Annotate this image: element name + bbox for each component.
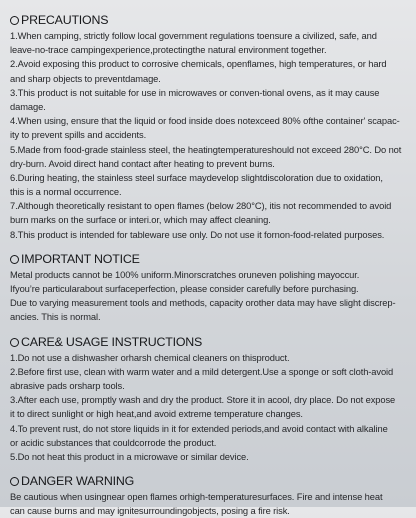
text-line: abrasive pads orsharp tools. — [10, 380, 125, 391]
text-line: 6.During heating, the stainless steel surface maydevelop slightdiscoloration due to oxidation, — [10, 172, 383, 183]
text-line: and sharp objects to preventdamage. — [10, 73, 161, 84]
section-body — [10, 351, 410, 465]
care-usage-section — [10, 334, 410, 465]
danger-warning-section — [10, 473, 410, 518]
section-title: IMPORTANT NOTICE — [21, 251, 140, 266]
section-heading — [10, 251, 410, 268]
text-line: 8.This product is intended for tableware use only. Do not use it fornon-food-related purposes. — [10, 229, 385, 240]
circle-bullet-icon — [10, 255, 19, 264]
text-line: dry-burn. Avoid direct hand contact after heating to prevent burns. — [10, 158, 275, 169]
text-line: leave-no-trace campingexperience,protectingthe natural environment together. — [10, 45, 327, 56]
circle-bullet-icon — [10, 16, 19, 25]
text-line: ity to prevent spills and accidents. — [10, 130, 147, 141]
section-heading — [10, 334, 410, 351]
text-line: 1.When camping, strictly follow local government regulations toensure a civilized, safe, and — [10, 31, 377, 41]
section-heading — [10, 12, 410, 29]
text-line: ancies. This is normal. — [10, 312, 101, 323]
section-title: PRECAUTIONS — [21, 13, 109, 27]
text-line: or acidic substances that couldcorrode the product. — [10, 437, 217, 448]
text-line: 7.Although theoretically resistant to open flames (below 280°C), itis not recommended to avoid — [10, 201, 392, 212]
section-body — [10, 268, 410, 325]
text-line: burn marks on the surface or interi.or, which may affect cleaning. — [10, 215, 271, 226]
text-line: 2.Before first use, clean with warm water and a mild detergent.Use a sponge or soft cloth-avoid — [10, 366, 394, 377]
text-line: 1.Do not use a dishwasher orharsh chemical cleaners on thisproduct. — [10, 352, 290, 363]
text-line: can cause burns and may ignitesurroundingobjects, posing a fire risk. — [10, 506, 290, 517]
text-line: Metal products cannot be 100% uniform.Minorscratches oruneven polishing mayoccur. — [10, 269, 360, 280]
section-body — [10, 29, 410, 242]
text-line: 2.Avoid exposing this product to corrosive chemicals, openflames, high temperatures, or hard — [10, 59, 387, 70]
text-line: Ifyou’re particularabout surfaceperfection, please consider carefully before purchasing. — [10, 284, 359, 294]
text-line: 5.Made from food-grade stainless steel, the heatingtemperatureshould not exceed 280°C. Do not — [10, 144, 402, 155]
precautions-section — [10, 12, 410, 242]
instructions-document — [10, 12, 410, 518]
section-body — [10, 490, 410, 518]
text-line: it to direct sunlight or high heat,and avoid extreme temperature changes. — [10, 409, 303, 420]
circle-bullet-icon — [10, 477, 19, 486]
text-line: 4.To prevent rust, do not store liquids in it for extended periods,and avoid contact with alkaline — [10, 423, 388, 434]
text-line: 5.Do not heat this product in a microwave or similar device. — [10, 451, 249, 462]
text-line: 3.After each use, promptly wash and dry the product. Store it in acool, dry place. Do not expose — [10, 395, 396, 406]
circle-bullet-icon — [10, 338, 19, 347]
text-line: Due to varying measurement tools and methods, capacity orother data may have slight discrep- — [10, 298, 396, 309]
text-line: 4.When using, ensure that the liquid or food inside does notexceed 80% ofthe container' scapac- — [10, 116, 400, 127]
section-title: DANGER WARNING — [21, 474, 135, 489]
text-line: Be cautious when usingnear open flames orhigh-temperaturesurfaces. Fire and intense heat — [10, 492, 383, 503]
important-notice-section — [10, 251, 410, 325]
text-line: damage. — [10, 101, 46, 112]
section-title: CARE& USAGE INSTRUCTIONS — [21, 334, 203, 349]
text-line: 3.This product is not suitable for use in microwaves or conven-tional ovens, as it may cause — [10, 87, 380, 98]
section-heading — [10, 473, 410, 490]
text-line: this is a normal occurrence. — [10, 187, 122, 198]
